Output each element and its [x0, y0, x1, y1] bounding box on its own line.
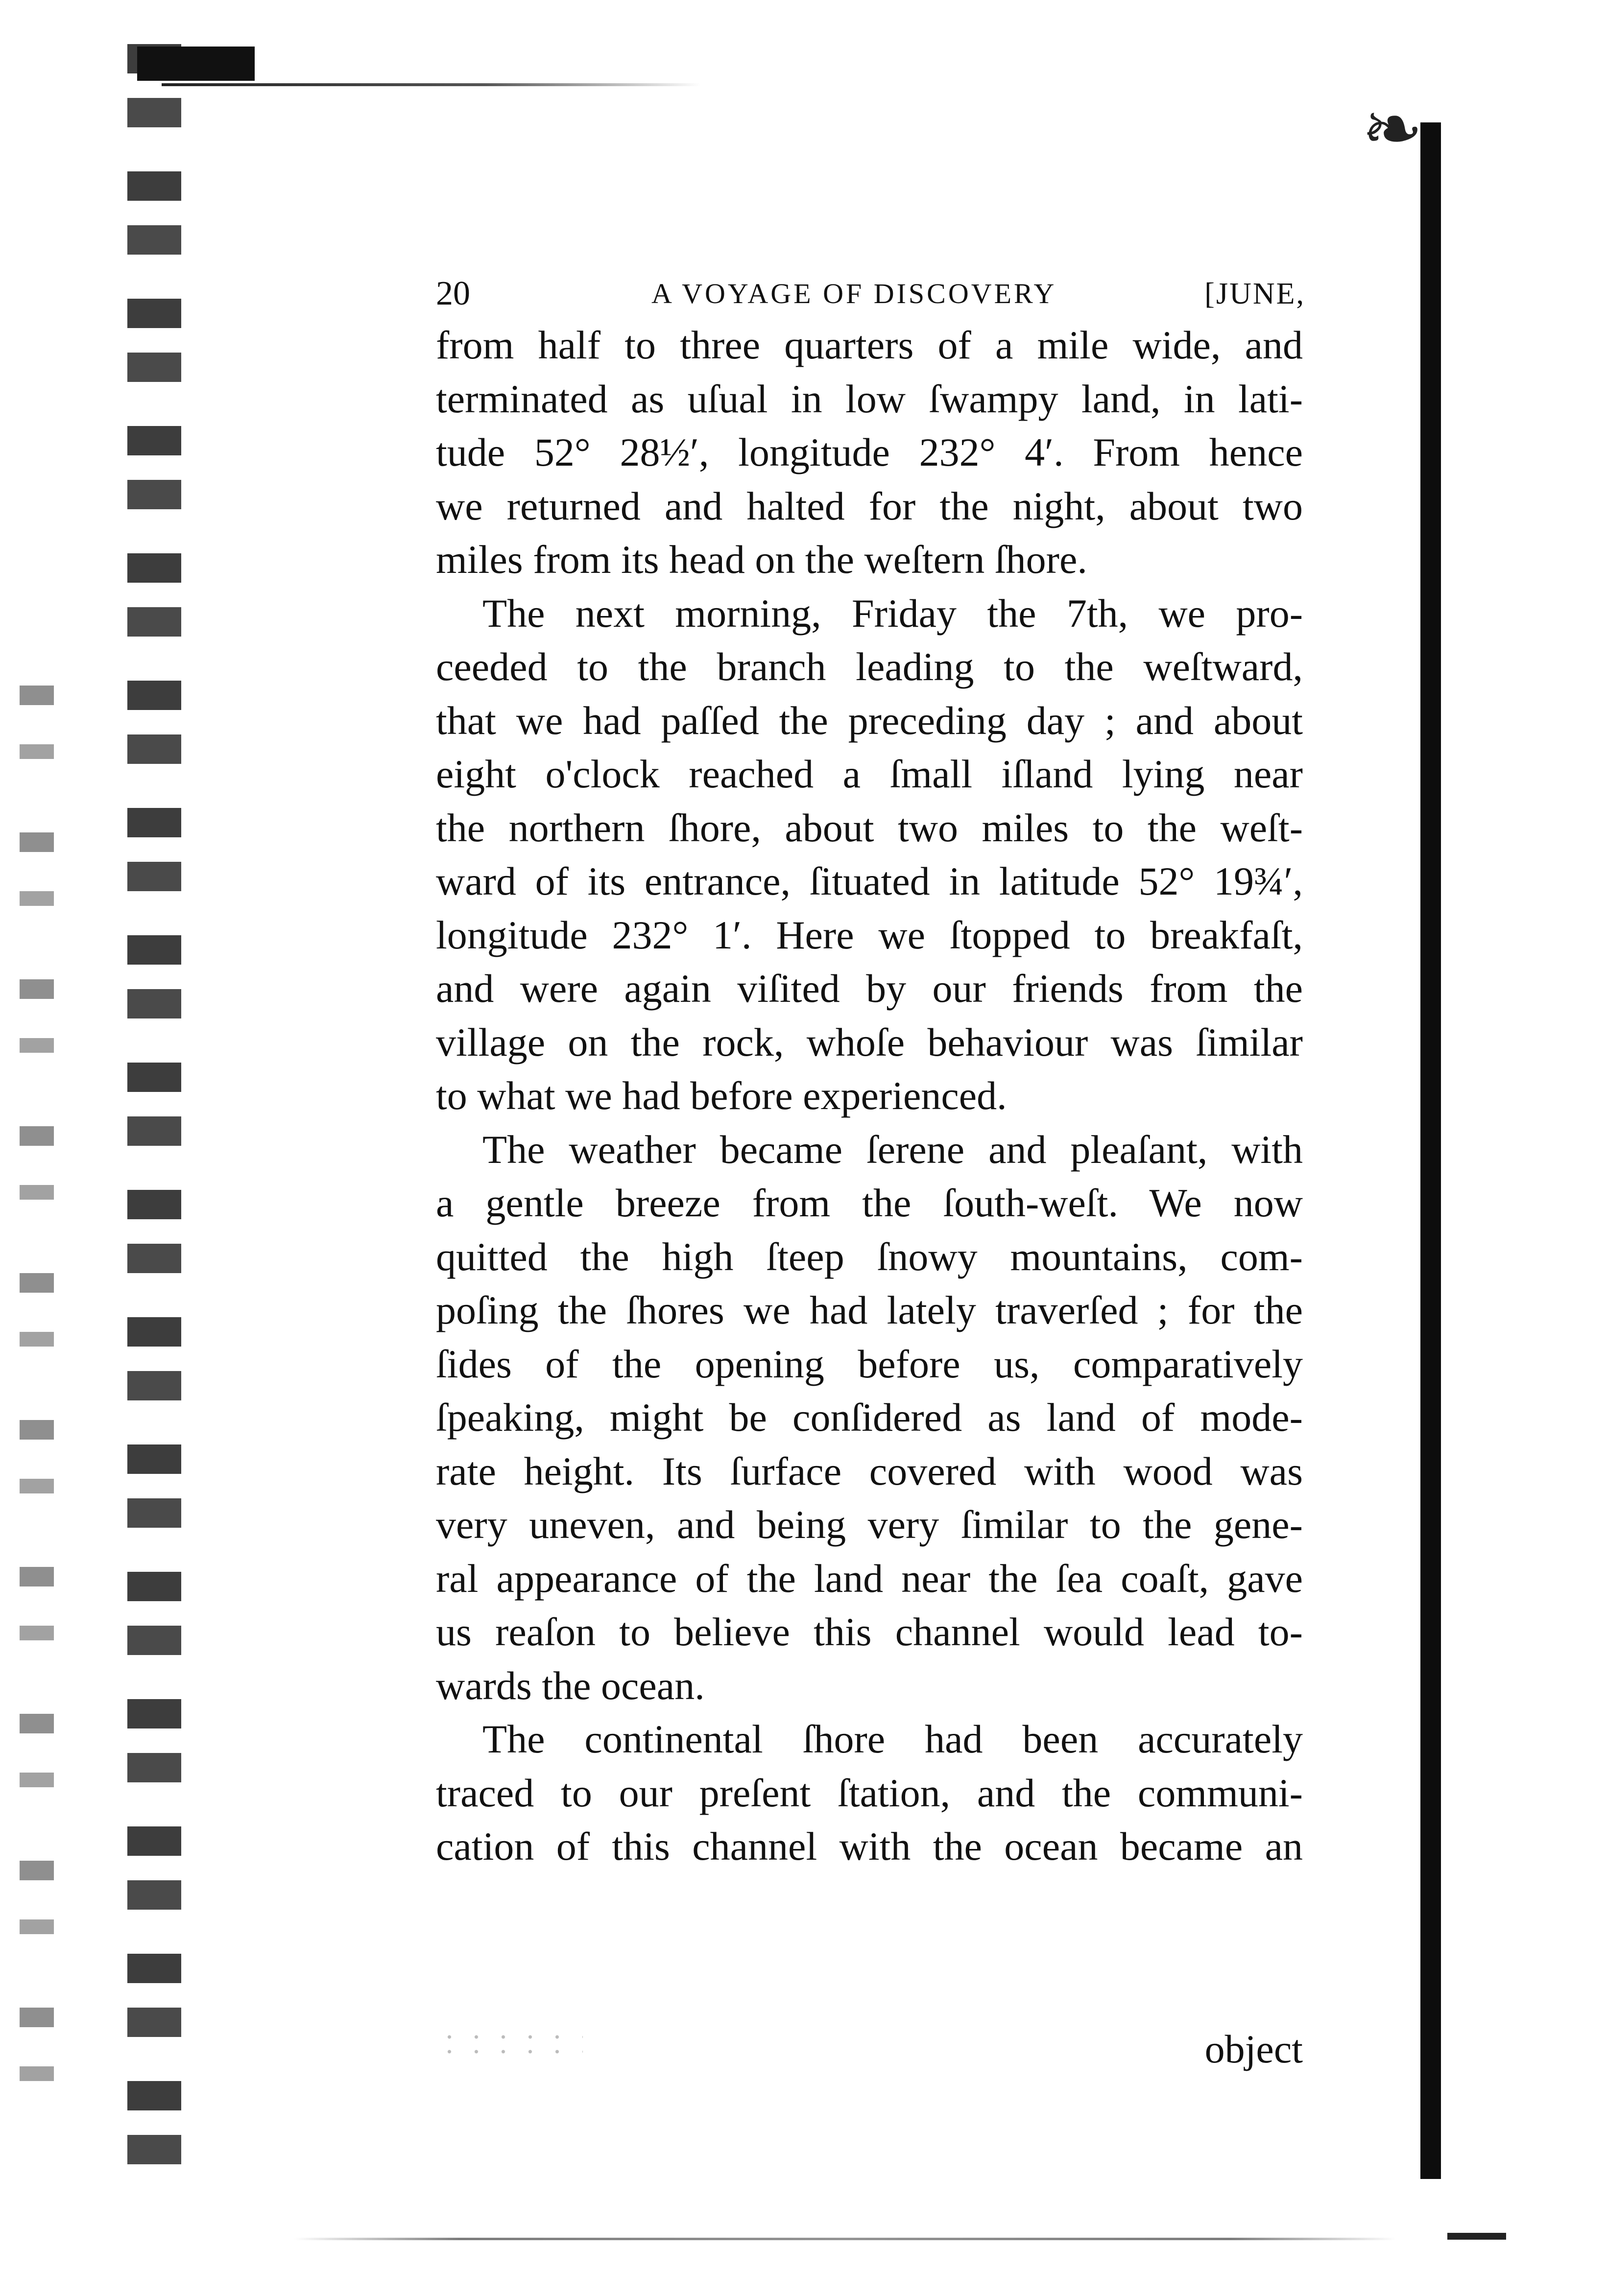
text-line: that we had paſſed the preceding day ; and about — [436, 698, 1303, 743]
text-line: miles from its head on the weſtern ſhore. — [436, 537, 1087, 582]
text-line: The continental ſhore had been accurately — [482, 1717, 1303, 1761]
text-line: tude 52° 28½′, longitude 232° 4′. From hence — [436, 430, 1303, 474]
text-line: cation of this channel with the ocean became an — [436, 1824, 1303, 1869]
scan-smudge — [20, 686, 54, 2106]
text-line: rate height. Its ſurface covered with wood was — [436, 1448, 1303, 1493]
text-line: The weather became ſerene and pleaſant, with — [482, 1127, 1303, 1172]
running-head — [436, 267, 1305, 321]
text-line: ceeded to the branch leading to the weſtward, — [436, 644, 1303, 689]
text-line: eight o'clock reached a ſmall iſland lying near — [436, 752, 1303, 796]
text-line: ſpeaking, might be conſidered as land of mode- — [436, 1395, 1303, 1440]
text-line: longitude 232° 1′. Here we ſtopped to breakfaſt, — [436, 912, 1303, 957]
page-top-edge — [162, 83, 700, 86]
text-line: traced to our preſent ſtation, and the communi- — [436, 1770, 1303, 1815]
text-line: to what we had before experienced. — [436, 1073, 1007, 1118]
text-line: wards the ocean. — [436, 1663, 705, 1708]
running-title: A VOYAGE OF DISCOVERY — [651, 278, 1057, 309]
page-number: 20 — [436, 275, 470, 312]
page-bottom-edge — [294, 2238, 1396, 2240]
text-line: ward of its entrance, ſituated in latitude 52° 19¾′, — [436, 859, 1303, 903]
running-month: [JUNE, — [1204, 277, 1305, 310]
text-line: The next morning, Friday the 7th, we pro- — [482, 591, 1303, 636]
text-line: we returned and halted for the night, about two — [436, 483, 1303, 528]
text-line: poſing the ſhores we had lately traverſed ; for the — [436, 1288, 1303, 1332]
body-text — [436, 318, 1303, 1873]
catchword: object — [1204, 2027, 1303, 2071]
text-line: from half to three quarters of a mile wide, and — [436, 323, 1303, 367]
binding-shadow — [127, 44, 181, 2208]
text-line: a gentle breeze from the ſouth-weſt. We now — [436, 1181, 1303, 1225]
ink-specks — [436, 2030, 583, 2059]
text-line: ral appearance of the land near the ſea coaſt, gave — [436, 1556, 1303, 1601]
text-line: ſides of the opening before us, comparatively — [436, 1341, 1303, 1386]
pencil-mark-icon: ❧ — [1362, 89, 1423, 170]
scan-corner-mark — [137, 47, 255, 81]
text-line: us reaſon to believe this channel would lead to- — [436, 1610, 1303, 1654]
page-corner-mark — [1447, 2233, 1506, 2240]
text-line: village on the rock, whoſe behaviour was ſimilar — [436, 1019, 1303, 1065]
text-line: the northern ſhore, about two miles to the weſt- — [436, 805, 1303, 850]
text-line: quitted the high ſteep ſnowy mountains, com- — [436, 1234, 1303, 1279]
text-line: and were again viſited by our friends from the — [436, 966, 1303, 1011]
text-line: very uneven, and being very ſimilar to the gene- — [436, 1502, 1303, 1547]
text-line: terminated as uſual in low ſwampy land, in lati- — [436, 376, 1303, 421]
page-right-edge — [1420, 122, 1441, 2179]
